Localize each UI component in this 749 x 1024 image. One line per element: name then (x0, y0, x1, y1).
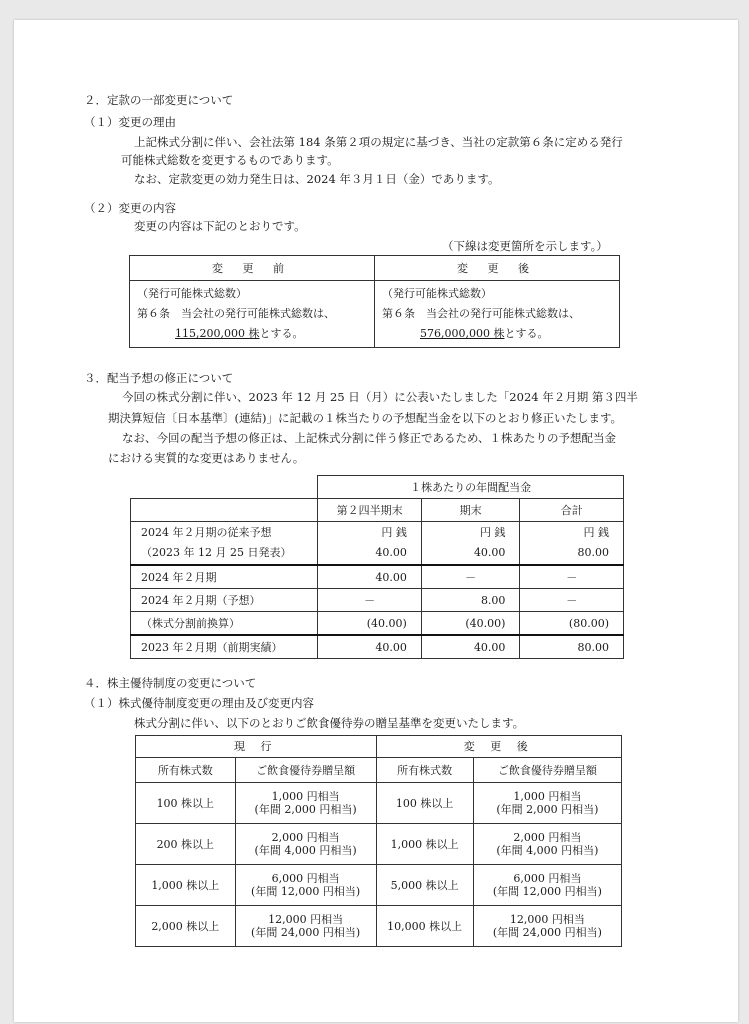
row2-end: 8.00 (421, 589, 520, 612)
articles-change-table (129, 255, 620, 348)
row0-end (421, 522, 520, 566)
row0-total-value: 80.00 (577, 546, 609, 559)
section-2-para1a: 上記株式分割に伴い、会社法第 184 条第２項の規定に基づき、当社の定款第６条に定める発行 (134, 135, 623, 149)
row2-q2: － (318, 589, 422, 612)
r0-new-amount (473, 783, 621, 824)
before-cell (130, 281, 375, 348)
row4-total: 80.00 (520, 635, 624, 659)
r1-cur-a2: (年間 4,000 円相当) (254, 844, 357, 857)
col-end-header: 期末 (421, 499, 520, 522)
r0-new-a2: (年間 2,000 円相当) (496, 803, 599, 816)
r3-cur-amount (235, 906, 376, 947)
section-4-heading: ４．株主優待制度の変更について (84, 676, 257, 690)
r3-new-a1: 12,000 円相当 (509, 913, 585, 926)
after-line1: （発行可能株式総数） (382, 287, 492, 300)
row3-q2: (40.00) (318, 612, 422, 636)
section-2-para2: なお、定款変更の効力発生日は、2024 年３月１日（金）であります。 (134, 172, 500, 186)
r2-cur-a2: (年間 12,000 円相当) (251, 885, 361, 898)
dividend-corner-2 (131, 499, 318, 522)
row1-label: 2024 年２月期 (131, 565, 318, 589)
row1-q2: 40.00 (318, 565, 422, 589)
row2-total: － (520, 589, 624, 612)
section-3-para1a: 今回の株式分割に伴い、2023 年 12 月 25 日（月）に公表いたしました「2024 年２月期 第３四半 (122, 390, 638, 404)
dividend-group-header: １株あたりの年間配当金 (318, 476, 624, 499)
cur-col-shares: 所有株式数 (136, 758, 236, 783)
section-2-heading: ２．定款の一部変更について (84, 93, 234, 107)
unit-label: 円 銭 (479, 526, 506, 539)
shareholder-benefit-table (135, 735, 622, 947)
section-4-sub1: （１）株式優待制度変更の理由及び変更内容 (84, 696, 314, 710)
r1-new-amount (473, 824, 621, 865)
r2-new-shares: 5,000 株以上 (376, 865, 473, 906)
section-3-para1b: 期決算短信〔日本基準〕(連結)」に記載の１株当たりの予想配当金を以下のとおり修正いたします。 (108, 411, 623, 425)
section-3-heading: ３．配当予想の修正について (84, 371, 234, 385)
dividend-corner (131, 476, 318, 499)
r1-new-a1: 2,000 円相当 (513, 831, 582, 844)
r3-cur-shares: 2,000 株以上 (136, 906, 236, 947)
before-line3 (137, 324, 367, 344)
r1-cur-shares: 200 株以上 (136, 824, 236, 865)
after-header: 変 更 後 (375, 256, 620, 281)
after-line2: 第６条 当会社の発行可能株式総数は、 (382, 307, 580, 320)
section-3-para2a: なお、今回の配当予想の修正は、上記株式分割に伴う修正であるため、１株あたりの予想配当金 (122, 431, 617, 445)
new-col-shares: 所有株式数 (376, 758, 473, 783)
row-previous-forecast-label2: （2023 年 12 月 25 日発表） (141, 546, 292, 559)
r0-cur-a2: (年間 2,000 円相当) (254, 803, 357, 816)
before-number: 115,200,000 株 (175, 327, 260, 340)
r2-new-a2: (年間 12,000 円相当) (492, 885, 602, 898)
current-header: 現 行 (136, 736, 377, 758)
r0-cur-amount (235, 783, 376, 824)
document-page (14, 20, 738, 1022)
r3-cur-a1: 12,000 円相当 (268, 913, 344, 926)
r3-cur-a2: (年間 24,000 円相当) (251, 926, 361, 939)
section-2-para1b: 可能株式総数を変更するものであります。 (121, 153, 339, 167)
section-2-note: （下線は変更箇所を示します。） (442, 239, 608, 253)
after-line3 (382, 324, 612, 344)
col-q2-header: 第２四半期末 (318, 499, 422, 522)
row0-q2-value: 40.00 (375, 546, 407, 559)
row-previous-forecast-label (131, 522, 318, 566)
row-previous-forecast-label1: 2024 年２月期の従来予想 (141, 526, 272, 539)
r0-cur-shares: 100 株以上 (136, 783, 236, 824)
row3-label: （株式分割前換算） (131, 612, 318, 636)
r1-cur-a1: 2,000 円相当 (271, 831, 340, 844)
after-tail: とする。 (504, 327, 549, 340)
r1-new-shares: 1,000 株以上 (376, 824, 473, 865)
r2-cur-a1: 6,000 円相当 (271, 872, 340, 885)
r1-new-a2: (年間 4,000 円相当) (496, 844, 599, 857)
dividend-table (130, 475, 624, 659)
unit-label: 円 銭 (583, 526, 609, 539)
row2-label: 2024 年２月期（予想） (131, 589, 318, 612)
before-line2: 第６条 当会社の発行可能株式総数は、 (137, 307, 335, 320)
r2-new-amount (473, 865, 621, 906)
section-4-para1: 株式分割に伴い、以下のとおりご飲食優待券の贈呈基準を変更いたします。 (134, 716, 525, 730)
r3-new-amount (473, 906, 621, 947)
r3-new-shares: 10,000 株以上 (376, 906, 473, 947)
section-3-para2b: における実質的な変更はありません。 (108, 451, 305, 465)
before-line1: （発行可能株式総数） (137, 287, 247, 300)
row4-label: 2023 年２月期（前期実績） (131, 635, 318, 659)
r2-cur-shares: 1,000 株以上 (136, 865, 236, 906)
after-cell (375, 281, 620, 348)
after-number: 576,000,000 株 (420, 327, 505, 340)
row1-total: － (520, 565, 624, 589)
before-header: 変 更 前 (130, 256, 375, 281)
row3-end: (40.00) (421, 612, 520, 636)
col-total-header: 合計 (520, 499, 624, 522)
cur-col-amount: ご飲食優待券贈呈額 (235, 758, 376, 783)
r0-cur-a1: 1,000 円相当 (271, 790, 340, 803)
r2-new-a1: 6,000 円相当 (513, 872, 582, 885)
section-2-sub1: （１）変更の理由 (84, 115, 176, 129)
row3-total: (80.00) (520, 612, 624, 636)
row0-end-value: 40.00 (473, 546, 506, 559)
section-2-sub2: （２）変更の内容 (84, 201, 176, 215)
row0-q2 (318, 522, 422, 566)
row0-total (520, 522, 624, 566)
row4-end: 40.00 (421, 635, 520, 659)
r0-new-shares: 100 株以上 (376, 783, 473, 824)
changed-header: 変 更 後 (376, 736, 621, 758)
before-tail: とする。 (259, 327, 304, 340)
r0-new-a1: 1,000 円相当 (513, 790, 582, 803)
row4-q2: 40.00 (318, 635, 422, 659)
row1-end: － (421, 565, 520, 589)
r3-new-a2: (年間 24,000 円相当) (492, 926, 602, 939)
section-2-para3: 変更の内容は下記のとおりです。 (134, 219, 306, 233)
unit-label: 円 銭 (381, 526, 407, 539)
r2-cur-amount (235, 865, 376, 906)
r1-cur-amount (235, 824, 376, 865)
new-col-amount: ご飲食優待券贈呈額 (473, 758, 621, 783)
